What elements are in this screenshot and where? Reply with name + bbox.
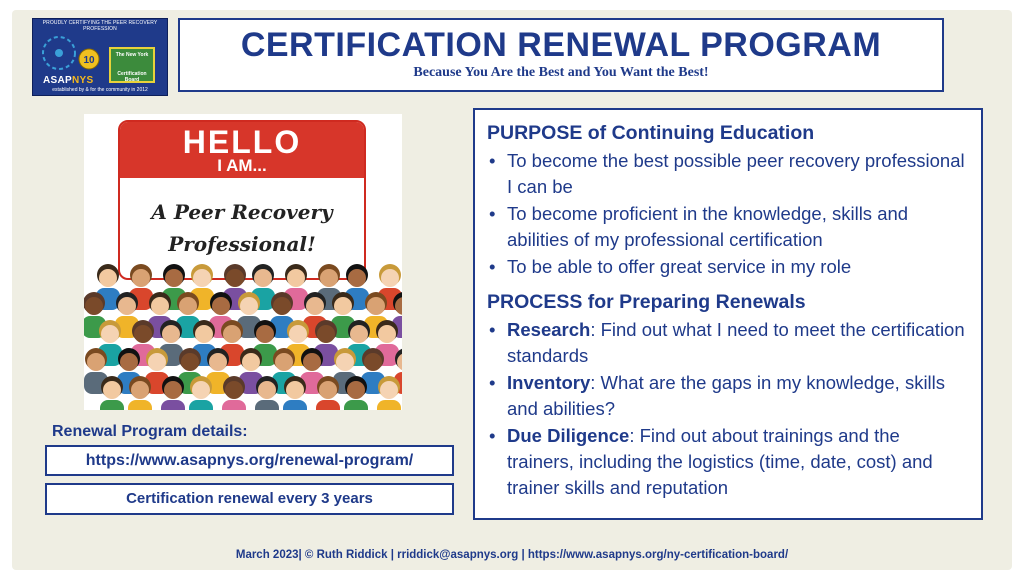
board-line2: Certification Board [117,71,147,83]
list-item: • Inventory: What are the gaps in my knowledge, skills and abilities? [489,372,946,419]
logo-established: established by & for the community in 2012 [52,87,148,93]
details-label: Renewal Program details: [52,423,248,440]
logo-tagline: PROUDLY CERTIFYING THE PEER RECOVERY PROFESSION [42,20,158,32]
page-title: CERTIFICATION RENEWAL PROGRAM [240,26,882,64]
purpose-heading: PURPOSE of Continuing Education [487,122,815,144]
tag-hello-text: HELLO [182,124,302,160]
footer-credits: March 2023| © Ruth Riddick | rriddick@asapnys.org | https://www.asapnys.org/ny-certification-board/ [235,549,789,561]
board-line1: The New York [115,52,149,58]
list-item: • Research: Find out what I need to meet the certification standards [489,319,965,366]
list-item: • Due Diligence: Find out about trainings and the trainers, including the logistics (time, date, cost) and trainer skills and reputation [489,425,933,498]
certification-board-badge [109,47,155,83]
logo-badge-number: 10 [83,55,95,66]
page-subtitle: Because You Are the Best and You Want the Best! [413,65,709,80]
purpose-list [487,148,971,280]
crowd-illustration [84,262,402,410]
logo-wordmark: ASAPNYS [43,75,94,86]
name-tag-illustration [84,114,402,410]
content-panel [473,108,983,520]
process-list [487,317,971,501]
hello-name-tag [118,120,366,280]
renewal-url-link[interactable]: https://www.asapnys.org/renewal-program/ [45,445,454,476]
list-item: • To become the best possible peer recovery professional I can be [489,150,965,197]
list-item: • To become proficient in the knowledge, skills and abilities of my professional certification [489,203,909,250]
renewal-frequency-box: Certification renewal every 3 years [45,483,454,515]
process-heading: PROCESS for Preparing Renewals [487,291,806,313]
asapnys-logo [32,18,168,96]
tag-handwritten-text: A Peer Recovery Professional! [151,200,333,256]
tag-iam-text: I AM... [217,156,267,175]
title-banner [178,18,944,92]
list-item: • To be able to offer great service in my role [489,256,852,277]
